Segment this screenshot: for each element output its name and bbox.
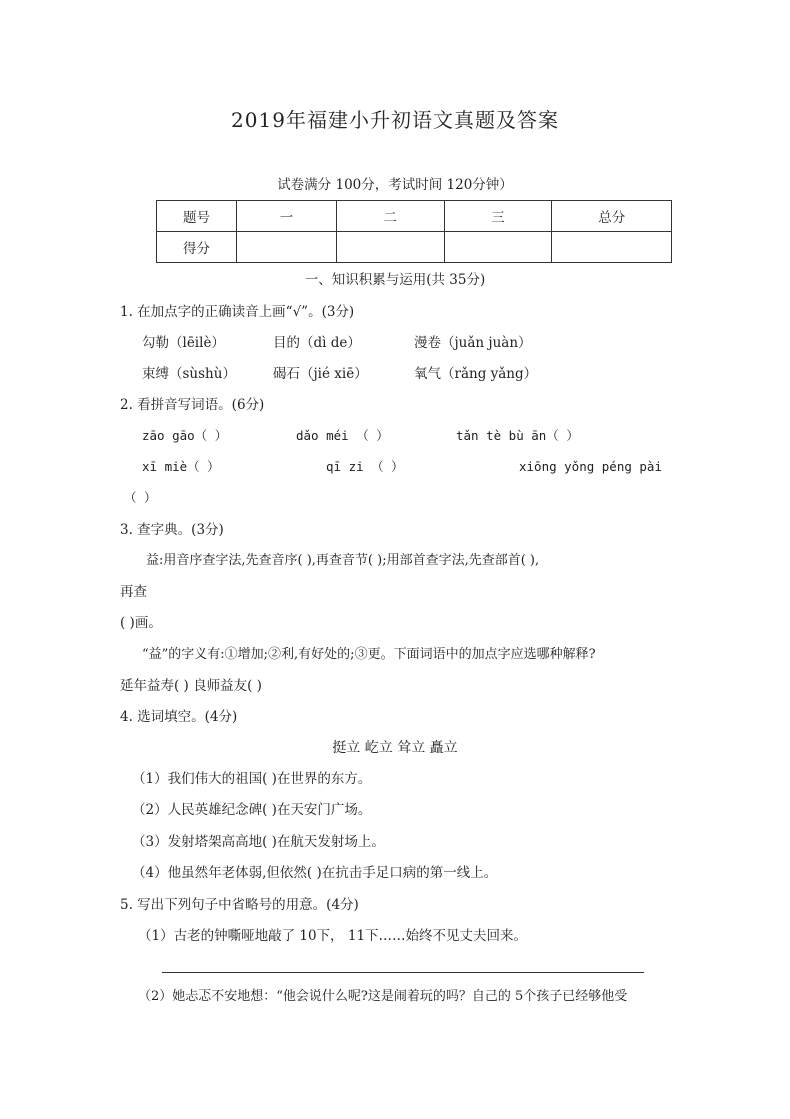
section1-title: 一、知识积累与运用(共 35分)	[304, 272, 486, 288]
q5-title: 5. 写出下列句子中省略号的用意。(4分)	[120, 897, 359, 913]
table-cell: 二	[336, 201, 444, 232]
q5-item: （1）古老的钟嘶哑地敲了 10下， 11下……始终不见丈夫回来。	[138, 928, 528, 944]
q4-item: （4）他虽然年老体弱,但依然( )在抗击手足口病的第一线上。	[132, 865, 498, 881]
q3-line: “益”的字义有:①增加;②利,有好处的;③更。下面词语中的加点字应选哪种解释?	[142, 647, 596, 662]
q4-item: （2）人民英雄纪念碑( )在天安门广场。	[132, 802, 372, 818]
q1-title: 1. 在加点字的正确读音上画“√”。(3分)	[120, 304, 355, 320]
score-cell-empty	[552, 232, 672, 263]
q2-item: （ ）	[124, 490, 157, 505]
table-cell: 三	[444, 201, 552, 232]
q3-line: 益:用音序查字法,先查音序( ),再查音节( );用部首查字法,先查部首( ),	[146, 553, 540, 568]
score-table-header-row	[157, 201, 672, 232]
q4-options: 挺立 屹立 耸立 矗立	[332, 740, 458, 756]
q3-line: ( )画。	[120, 615, 162, 631]
q1-item: 碣石（jié xiē）	[273, 366, 368, 382]
q1-item: 氧气（rǎng yǎng）	[414, 366, 538, 382]
q4-item: （1）我们伟大的祖国( )在世界的东方。	[132, 771, 372, 787]
q2-item: xī miè（ ）	[142, 459, 220, 474]
q3-line: 延年益寿( ) 良师益友( )	[120, 678, 262, 694]
q2-title: 2. 看拼音写词语。(6分)	[120, 397, 265, 413]
q2-item: zāo gāo（ ）	[142, 428, 228, 443]
score-table-score-row	[157, 232, 672, 263]
table-cell: 总分	[552, 201, 672, 232]
table-cell: 题号	[157, 201, 237, 232]
q1-item: 目的（dì de）	[273, 335, 361, 351]
q1-item: 漫卷（juǎn juàn）	[414, 335, 532, 351]
q2-item: qī zi （ ）	[326, 459, 404, 474]
table-cell: 得分	[157, 232, 237, 263]
q3-title: 3. 查字典。(3分)	[120, 522, 224, 538]
q5-item: （2）她忐忑不安地想：“他会说什么呢?这是闹着玩的吗？自己的 5个孩子已经够他受	[138, 989, 628, 1004]
q2-item: xiōng yǒng péng pài	[519, 459, 662, 474]
table-cell: 一	[237, 201, 337, 232]
score-table	[156, 200, 672, 263]
q4-title: 4. 选词填空。(4分)	[120, 709, 238, 725]
score-cell-empty	[444, 232, 552, 263]
score-cell-empty	[237, 232, 337, 263]
q2-item: tǎn tè bù ān（ ）	[456, 428, 579, 443]
q2-item: dǎo méi （ ）	[296, 428, 389, 443]
exam-info: 试卷满分 100分，考试时间 120分钟）	[277, 177, 513, 193]
q1-item: 勾勒（lēilè）	[142, 335, 225, 351]
score-cell-empty	[336, 232, 444, 263]
answer-line	[162, 972, 644, 973]
q1-item: 束缚（sùshù）	[142, 366, 236, 382]
q3-line: 再查	[120, 584, 147, 600]
page-title: 2019年福建小升初语文真题及答案	[231, 108, 559, 132]
q4-item: （3）发射塔架高高地( )在航天发射场上。	[132, 834, 385, 850]
